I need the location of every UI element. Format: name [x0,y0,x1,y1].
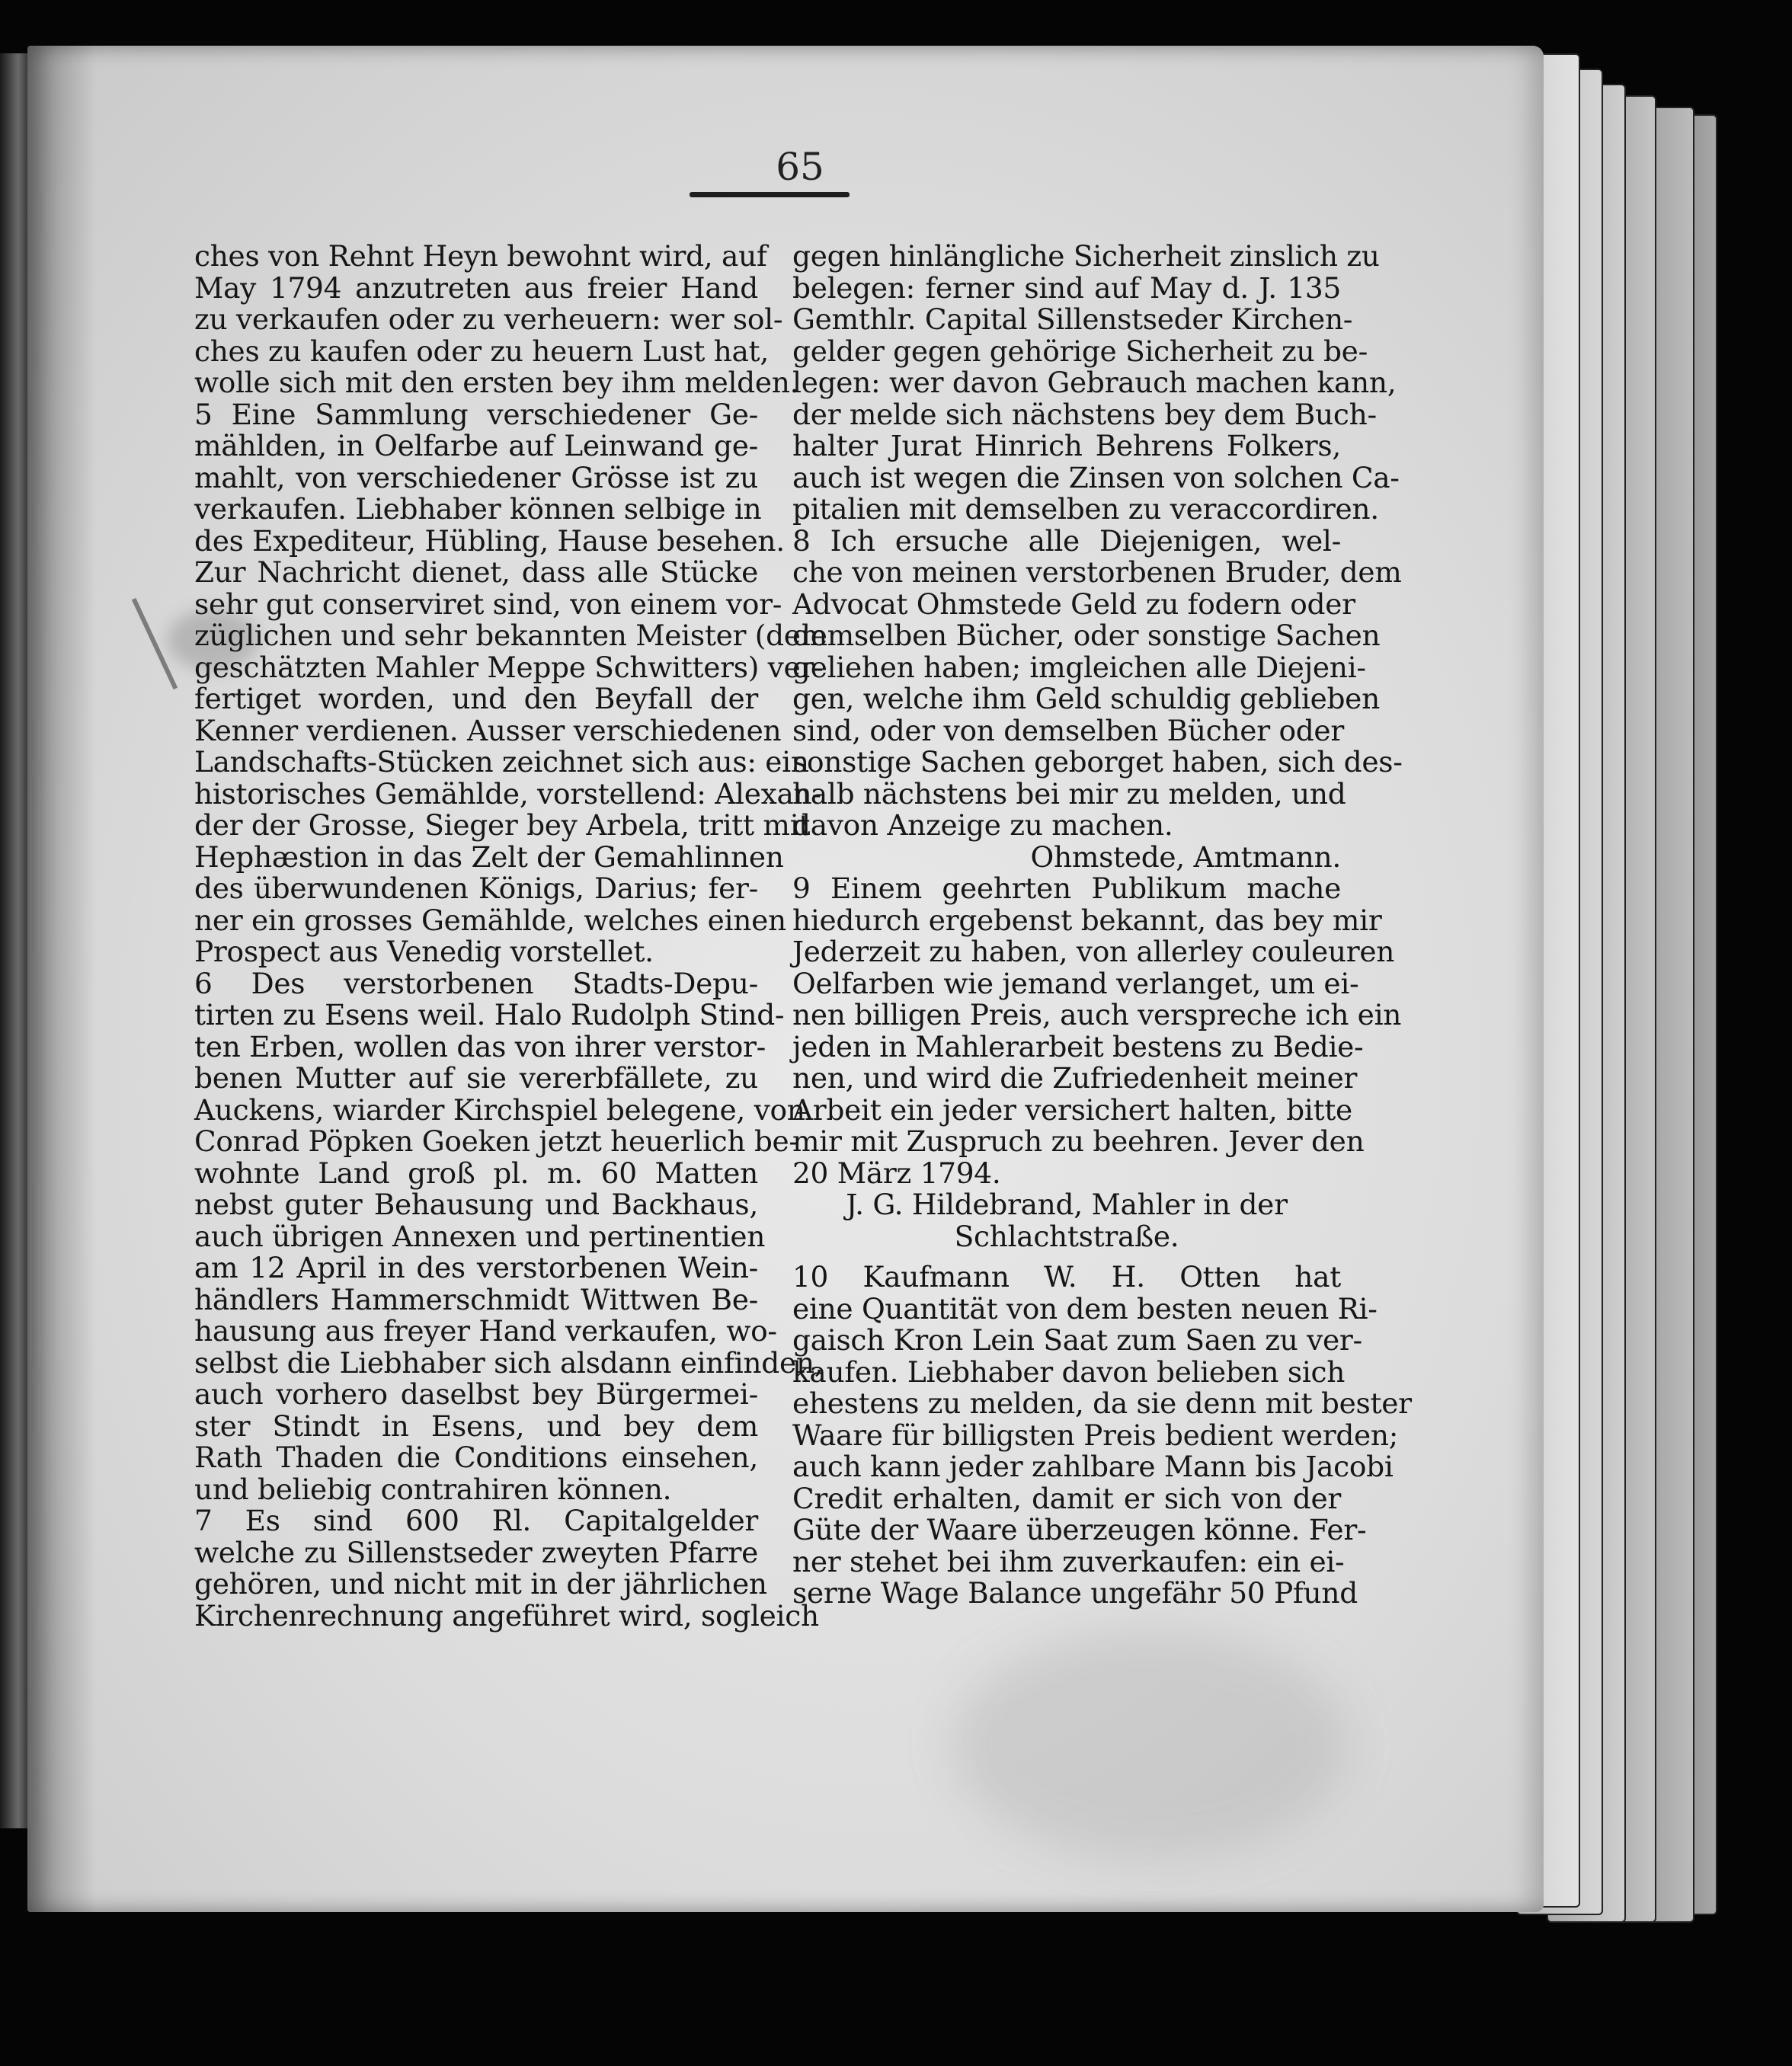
text-line: welche zu Sillenstseder zweyten Pfarre [194,1535,758,1569]
text-line: kaufen. Liebhaber davon belieben sich [792,1354,1346,1389]
text-line: Kenner verdienen. Ausser verschiedenen [194,713,782,747]
text-line: 5 Eine Sammlung verschiedener Ge- [194,397,758,431]
text-line: Rath Thaden die Conditions einsehen, [194,1441,758,1474]
text-line: hiedurch ergebenst bekannt, das bey mir [792,903,1382,937]
text-line: halter Jurat Hinrich Behrens Folkers, [792,429,1341,462]
text-line: gehören, und nicht mit in der jährlichen [194,1567,767,1601]
text-line: ster Stindt in Esens, und bey dem [194,1409,758,1443]
text-line: benen Mutter auf sie vererbfällete, zu [194,1061,758,1095]
text-line: und beliebig contrahiren können. [194,1472,672,1506]
text-line: gen, welche ihm Geld schuldig geblieben [792,682,1380,715]
text-line: 20 März 1794. [792,1156,1001,1190]
text-line: geschätzten Mahler Meppe Schwitters) ver- [194,650,824,684]
text-line: nebst guter Behausung und Backhaus, [194,1188,758,1221]
gutter-shadow [27,46,96,1912]
text-line: ches zu kaufen oder zu heuern Lust hat, [194,334,769,368]
text-line: pitalien mit demselben zu veraccordiren. [792,492,1379,526]
text-line: Landschafts-Stücken zeichnet sich aus: ein [194,745,809,779]
text-line: demselben Bücher, oder sonstige Sachen [792,619,1381,652]
text-line: mählden, in Oelfarbe auf Leinwand ge- [194,429,758,462]
text-line: halb nächstens bei mir zu melden, und [792,776,1346,811]
text-line: auch kann jeder zahlbare Mann bis Jacobi [792,1450,1394,1483]
text-line: nen, und wird die Zufriedenheit meiner [792,1061,1358,1095]
text-line: auch übrigen Annexen und pertinentien [194,1219,766,1253]
text-line: des überwundenen Königs, Darius; fer- [194,871,758,905]
text-line: Waare für billigsten Preis bedient werden; [792,1418,1399,1452]
text-line: 10 Kaufmann W. H. Otten hat [792,1260,1341,1294]
text-line: Auckens, wiarder Kirchspiel belegene, von [194,1092,805,1127]
text-line: Güte der Waare überzeugen könne. Fer- [792,1513,1367,1546]
text-line: sind, oder von demselben Bücher oder [792,713,1344,747]
text-line: jeden in Mahlerarbeit bestens zu Bedie- [792,1029,1364,1063]
text-line: der der Grosse, Sieger bey Arbela, tritt mit [194,808,811,842]
facing-page-edge [0,53,30,1828]
ink-bleed [952,1630,1349,1859]
text-line: geliehen haben; imgleichen alle Diejeni- [792,650,1366,684]
text-line: auch ist wegen die Zinsen von solchen Ca- [792,460,1400,494]
text-line: hausung aus freyer Hand verkaufen, wo- [194,1314,777,1348]
text-line: J. G. Hildebrand, Mahler in der [846,1188,1288,1221]
text-line: nen billigen Preis, auch verspreche ich ein [792,998,1402,1031]
text-line: händlers Hammerschmidt Wittwen Be- [194,1282,758,1316]
text-line: 9 Einem geehrten Publikum mache [792,871,1341,905]
text-line: Gemthlr. Capital Sillenstseder Kirchen- [792,302,1353,336]
text-line: wohnte Land groß pl. m. 60 Matten [194,1156,758,1190]
text-line: tirten zu Esens weil. Halo Rudolph Stind- [194,998,785,1031]
text-line: ehestens zu melden, da sie denn mit bester [792,1386,1412,1420]
text-line: zu verkaufen oder zu verheuern: wer sol- [194,302,783,336]
text-line: wolle sich mit den ersten bey ihm melden. [194,366,799,399]
text-line: eine Quantität von dem besten neuen Ri- [792,1291,1378,1326]
text-line: verkaufen. Liebhaber können selbige in [194,492,762,526]
text-line: serne Wage Balance ungefähr 50 Pfund [792,1576,1358,1610]
text-line: Advocat Ohmstede Geld zu fodern oder [792,587,1355,621]
text-line: Credit erhalten, damit er sich von der [792,1481,1341,1515]
text-line: Hephæstion in das Zelt der Gemahlinnen [194,840,784,874]
text-line: der melde sich nächstens bey dem Buch- [792,397,1377,431]
text-line: davon Anzeige zu machen. [792,808,1173,842]
text-line: 8 Ich ersuche alle Diejenigen, wel- [792,523,1341,558]
text-line: Schlachtstraße. [954,1219,1179,1253]
text-line: mir mit Zuspruch zu beehren. Jever den [792,1124,1365,1158]
text-line: mahlt, von verschiedener Grösse ist zu [194,460,758,494]
text-line: sehr gut conserviret sind, von einem vor- [194,587,782,621]
text-line: Arbeit ein jeder versichert halten, bitte [792,1092,1352,1127]
text-line: Jederzeit zu haben, von allerley couleuren [792,935,1395,968]
text-line: züglichen und sehr bekannten Meister (dem [194,619,827,652]
page-number: 65 [776,145,824,189]
left-text-column [194,239,827,1633]
text-line: Conrad Pöpken Goeken jetzt heuerlich be- [194,1124,798,1158]
text-line: gegen hinlängliche Sicherheit zinslich zu [792,239,1380,273]
right-text-column [792,239,1412,1610]
text-line: Ohmstede, Amtmann. [1030,840,1341,874]
text-line: ner ein grosses Gemählde, welches einen [194,903,786,937]
text-line: ner stehet bei ihm zuverkaufen: ein ei- [792,1544,1345,1578]
text-line: May 1794 anzutreten aus freier Hand [194,270,758,305]
text-line: Zur Nachricht dienet, dass alle Stücke [194,555,758,589]
text-line: ches von Rehnt Heyn bewohnt wird, auf [194,239,767,273]
text-line: che von meinen verstorbenen Bruder, dem [792,555,1402,589]
text-line: 7 Es sind 600 Rl. Capitalgelder [194,1504,758,1537]
text-line: sonstige Sachen geborget haben, sich des- [792,745,1403,779]
text-line: gelder gegen gehörige Sicherheit zu be- [792,334,1368,368]
text-line: auch vorhero daselbst bey Bürgermei- [194,1377,758,1411]
text-line: ten Erben, wollen das von ihrer verstor- [194,1029,766,1063]
text-line: historisches Gemählde, vorstellend: Alexan- [194,776,821,811]
text-line: am 12 April in des verstorbenen Wein- [194,1251,758,1284]
text-line: Oelfarben wie jemand verlanget, um ei- [792,966,1359,1000]
text-line: Prospect aus Venedig vorstellet. [194,935,654,968]
text-line: des Expediteur, Hübling, Hause besehen. [194,523,785,558]
text-line: gaisch Kron Lein Saat zum Saen zu ver- [792,1323,1362,1357]
text-line: selbst die Liebhaber sich alsdann einfinden, [194,1345,824,1380]
text-line: fertiget worden, und den Beyfall der [194,682,758,715]
text-line: legen: wer davon Gebrauch machen kann, [792,366,1397,399]
text-line: Kirchenrechnung angeführet wird, sogleich [194,1598,819,1633]
header-rule [690,192,850,197]
text-line: belegen: ferner sind auf May d. J. 135 [792,270,1341,305]
text-line: 6 Des verstorbenen Stadts-Depu- [194,966,758,1000]
